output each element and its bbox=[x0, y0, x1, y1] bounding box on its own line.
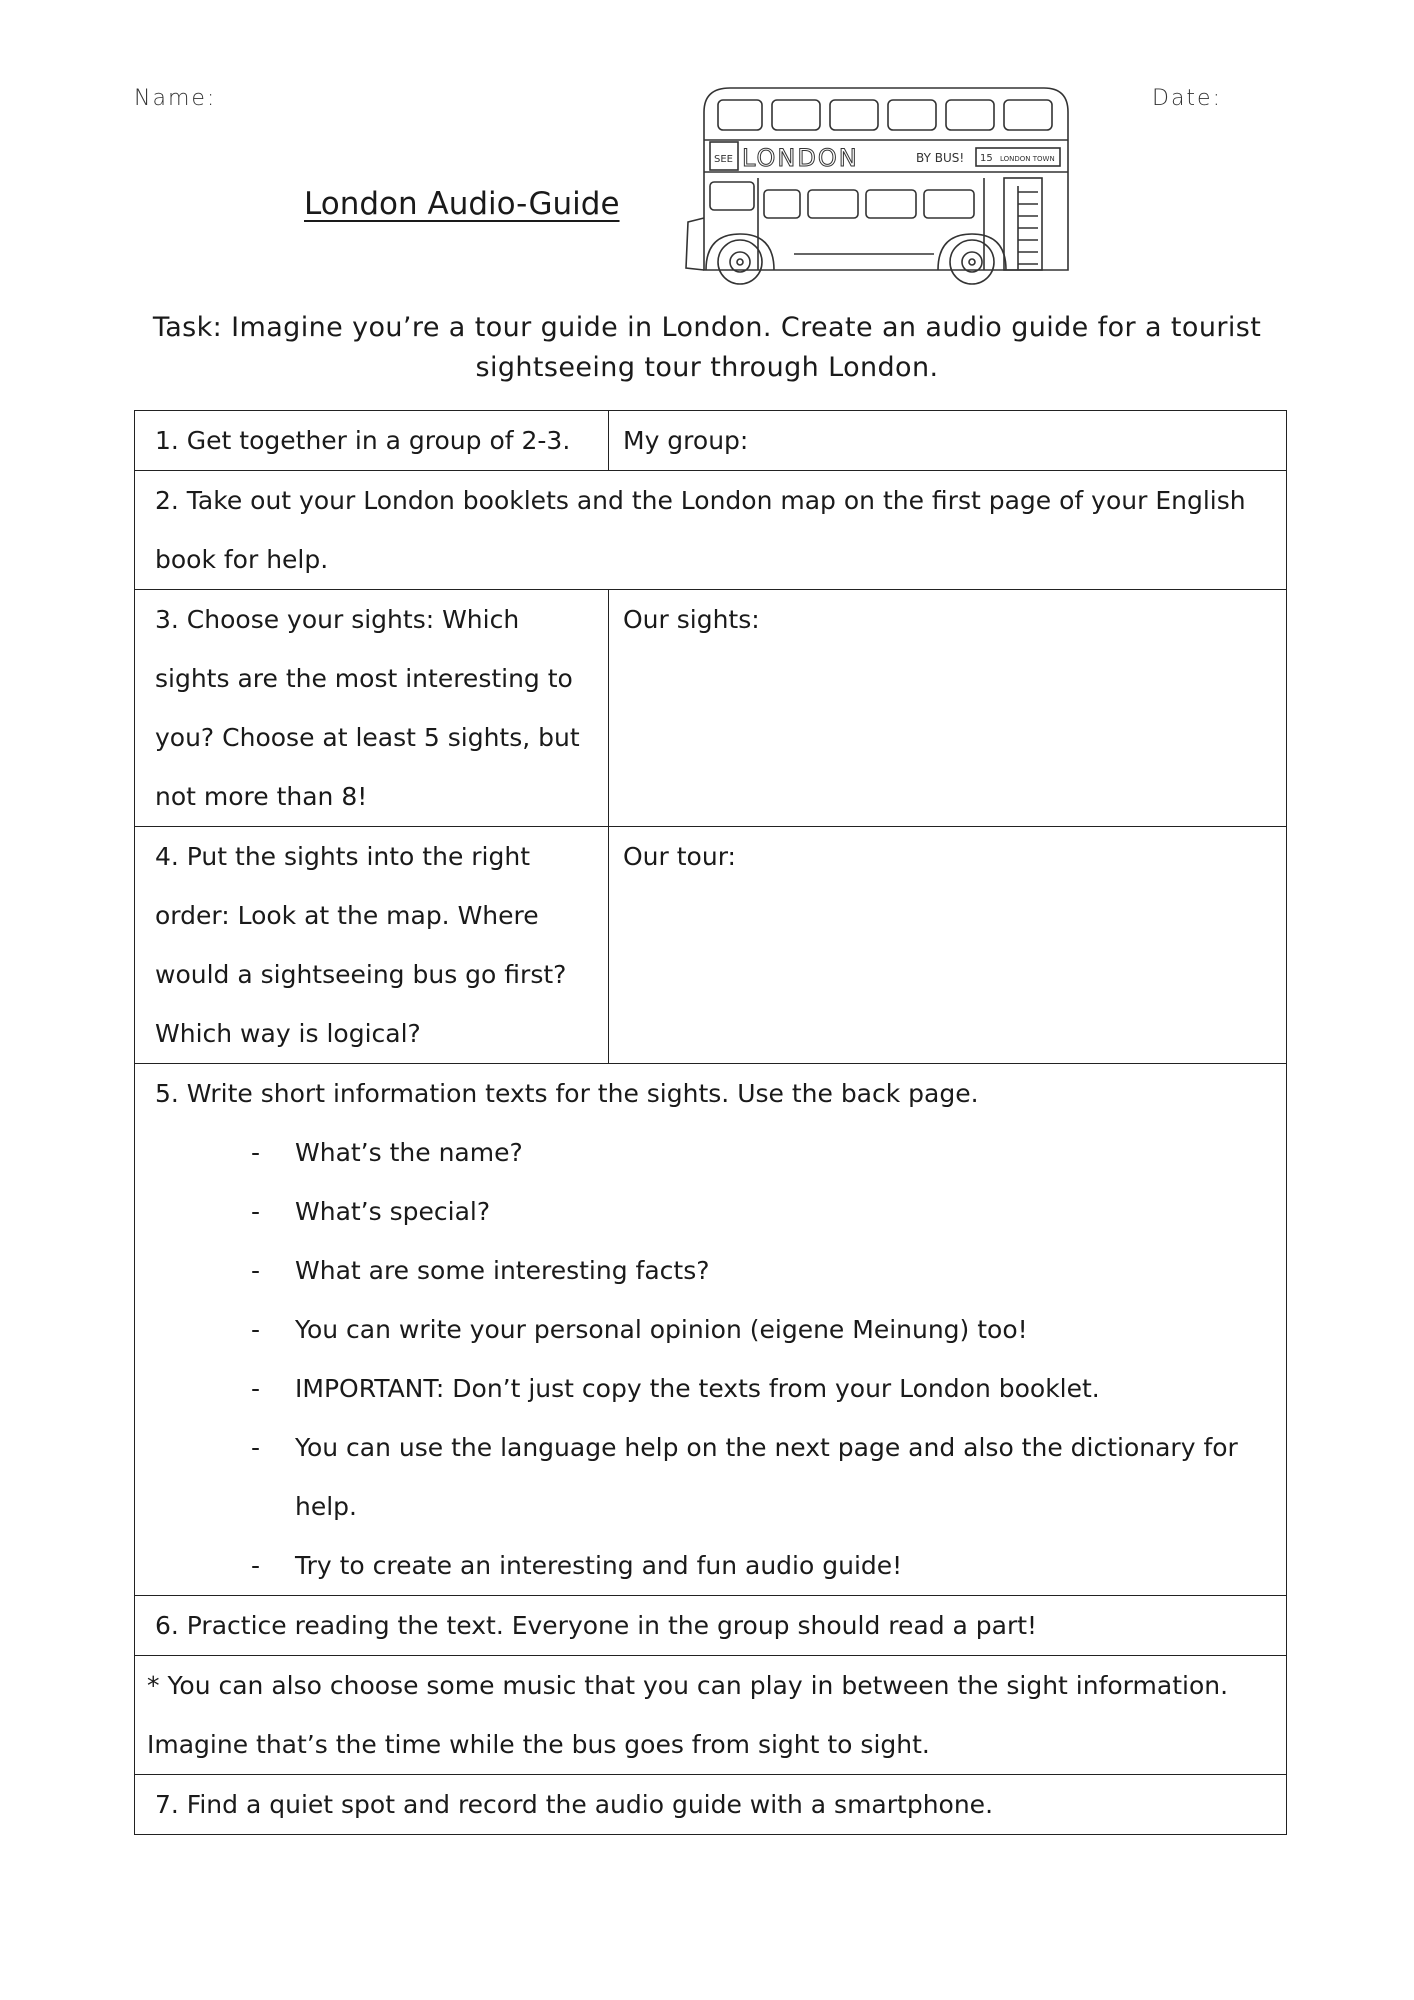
table-row-step-3 bbox=[135, 590, 1287, 827]
list-item: - You can use the language help on the next page and also the dictionary for help. bbox=[251, 1418, 1272, 1536]
step-5-cell bbox=[135, 1064, 1287, 1596]
sign-london: LONDON bbox=[742, 144, 859, 172]
list-item: - What are some interesting facts? bbox=[251, 1241, 1272, 1300]
our-tour-field[interactable]: Our tour: bbox=[609, 827, 1287, 1064]
table-row-step-4 bbox=[135, 827, 1287, 1064]
step-6-text: 6. Practice reading the text. Everyone in the group should read a part! bbox=[135, 1596, 1287, 1656]
music-note-text: * You can also choose some music that you can play in between the sight information. Imagine that’s the time while the bus goes from sight to sight. bbox=[135, 1656, 1287, 1775]
my-group-field[interactable]: My group: bbox=[609, 411, 1287, 471]
sign-see: SEE bbox=[714, 154, 733, 165]
london-bus-illustration bbox=[684, 82, 1076, 294]
our-sights-field[interactable]: Our sights: bbox=[609, 590, 1287, 827]
route-number: 15 bbox=[980, 153, 993, 164]
step-7-text: 7. Find a quiet spot and record the audio guide with a smartphone. bbox=[135, 1775, 1287, 1835]
name-label: Name: bbox=[134, 86, 217, 111]
table-row-step-5 bbox=[135, 1064, 1287, 1596]
step-2-text: 2. Take out your London booklets and the London map on the first page of your English book for help. bbox=[135, 471, 1287, 590]
step-1-text: 1. Get together in a group of 2-3. bbox=[135, 411, 609, 471]
table-row-step-6 bbox=[135, 1596, 1287, 1656]
step-3-text: 3. Choose your sights: Which sights are the most interesting to you? Choose at least 5 sights, but not more than 8! bbox=[135, 590, 609, 827]
date-label: Date: bbox=[1152, 86, 1222, 111]
table-row-music-note bbox=[135, 1656, 1287, 1775]
sign-by-bus: BY BUS! bbox=[916, 151, 965, 165]
list-item: - Try to create an interesting and fun audio guide! bbox=[251, 1536, 1272, 1595]
step-5-text: 5. Write short information texts for the sights. Use the back page. bbox=[155, 1079, 979, 1108]
task-instructions: Task: Imagine you’re a tour guide in London. Create an audio guide for a tourist sightseeing tour through London. bbox=[152, 312, 1262, 383]
list-item: - IMPORTANT: Don’t just copy the texts from your London booklet. bbox=[251, 1359, 1272, 1418]
list-item: - What’s the name? bbox=[251, 1123, 1272, 1182]
step-5-tips-list bbox=[155, 1123, 1272, 1595]
page-title: London Audio-Guide bbox=[304, 186, 620, 222]
table-row-step-2 bbox=[135, 471, 1287, 590]
list-item: - You can write your personal opinion (eigene Meinung) too! bbox=[251, 1300, 1272, 1359]
step-4-text: 4. Put the sights into the right order: Look at the map. Where would a sightseeing bus go first? Which way is logical? bbox=[135, 827, 609, 1064]
table-row-step-1 bbox=[135, 411, 1287, 471]
list-item: - What’s special? bbox=[251, 1182, 1272, 1241]
table-row-step-7 bbox=[135, 1775, 1287, 1835]
steps-table bbox=[134, 410, 1287, 1835]
route-destination: LONDON TOWN bbox=[1000, 155, 1055, 163]
